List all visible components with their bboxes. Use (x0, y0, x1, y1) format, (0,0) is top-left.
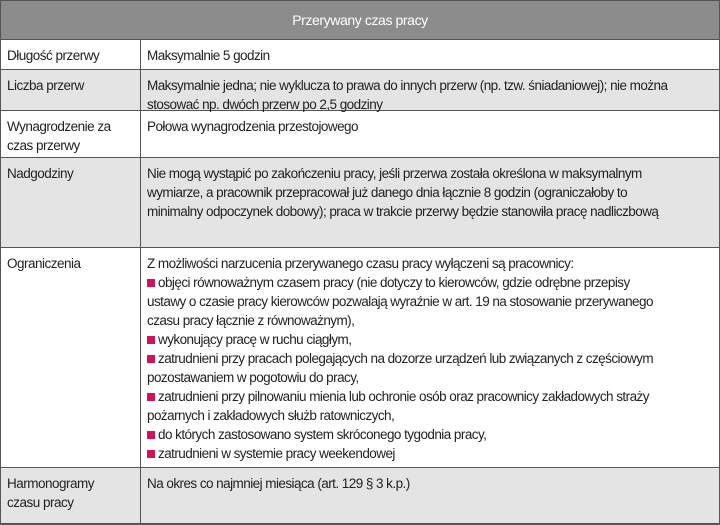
text-line (147, 425, 713, 444)
row-label (1, 111, 141, 157)
text-line (147, 387, 713, 406)
text-line (147, 273, 713, 292)
text-line (147, 444, 713, 463)
text-line (147, 76, 713, 95)
bullet-icon (147, 336, 155, 344)
table-row (1, 468, 719, 524)
text: ustawy o czasie pracy kierowców pozwalają wyraźnie w art. 19 na stosowanie przerywanego (147, 294, 653, 309)
text: Maksymalnie 5 godzin (147, 48, 270, 63)
row-value (141, 468, 719, 523)
text-line (7, 136, 134, 155)
row-value (141, 40, 719, 69)
text: Z możliwości narzucenia przerywanego czasu pracy wyłączeni są pracownicy: (147, 256, 574, 271)
text-line (147, 406, 713, 425)
text-line (7, 474, 134, 493)
text-line (147, 349, 713, 368)
text-line (147, 368, 713, 387)
text: Na okres co najmniej miesiąca (art. 129 § 3 k.p.) (147, 476, 410, 491)
row-label (1, 70, 141, 110)
text: zatrudnieni przy pilnowaniu mienia lub ochronie osób oraz pracownicy zakładowych straży (158, 389, 649, 404)
text: czasu pracy (7, 495, 74, 510)
text-line (7, 117, 134, 136)
text: zatrudnieni w systemie pracy weekendowej (158, 446, 395, 461)
text: Liczba przerw (7, 78, 84, 93)
text: wymiarze, a pracownik przepracował już danego dnia łącznie 8 godzin (ograniczałoby to (147, 185, 628, 200)
text: minimalny odpoczynek dobowy); praca w trakcie przerwy będzie stanowiła pracę nadliczbową (147, 204, 659, 219)
row-value (141, 111, 719, 157)
bullet-icon (147, 431, 155, 439)
row-label (1, 248, 141, 467)
bullet-icon (147, 279, 155, 287)
row-value (141, 248, 719, 467)
table-body (1, 40, 719, 524)
row-label (1, 468, 141, 523)
text: Nie mogą wystąpić po zakończeniu pracy, jeśli przerwa została określona w maksymalnym (147, 166, 642, 181)
text: Połowa wynagrodzenia przestojowego (147, 119, 358, 134)
text-line (147, 292, 713, 311)
text-line (7, 76, 134, 95)
text: zatrudnieni przy pracach polegających na dozorze urządzeń lub związanych z częściowym (158, 351, 654, 366)
text-line (147, 254, 713, 273)
text: Maksymalnie jedna; nie wyklucza to prawa do innych przerw (np. tzw. śniadaniowej); nie można (147, 78, 668, 93)
table-row (1, 70, 719, 111)
text-line (7, 164, 134, 183)
text: Wynagrodzenie za (7, 119, 111, 134)
text-line (147, 164, 713, 183)
row-value (141, 158, 719, 247)
table-row (1, 40, 719, 70)
row-label (1, 40, 141, 69)
text-line (147, 311, 713, 330)
text: pozostawaniem w pogotowiu do pracy, (147, 370, 359, 385)
text-line (147, 330, 713, 349)
text: stosować np. dwóch przerw po 2,5 godziny (147, 97, 383, 112)
bullet-icon (147, 393, 155, 401)
bullet-icon (147, 450, 155, 458)
text: Nadgodziny (7, 166, 74, 181)
text: czas przerwy (7, 138, 80, 153)
text: do których zastosowano system skróconego tygodnia pracy, (158, 427, 487, 442)
table-row (1, 111, 719, 158)
text: wykonujący pracę w ruchu ciągłym, (158, 332, 352, 347)
text-line (7, 493, 134, 512)
text: pożarnych i zakładowych służb ratowniczych, (147, 408, 395, 423)
table-row (1, 158, 719, 248)
text: Harmonogramy (7, 476, 95, 491)
text: Ograniczenia (7, 256, 81, 271)
text-line (147, 46, 713, 65)
text-line (147, 202, 713, 221)
text-line (7, 46, 134, 65)
text-line (147, 183, 713, 202)
text: czasu pracy łącznie z równoważnym), (147, 313, 355, 328)
row-value (141, 70, 719, 110)
table-title: Przerywany czas pracy (1, 1, 719, 40)
text: objęci równoważnym czasem pracy (nie dotyczy to kierowców, gdzie odrębne przepisy (158, 275, 630, 290)
row-label (1, 158, 141, 247)
text-line (7, 254, 134, 273)
text-line (147, 117, 713, 136)
table-row (1, 248, 719, 468)
bullet-icon (147, 355, 155, 363)
text-line (147, 474, 713, 493)
text: Długość przerwy (7, 48, 100, 63)
